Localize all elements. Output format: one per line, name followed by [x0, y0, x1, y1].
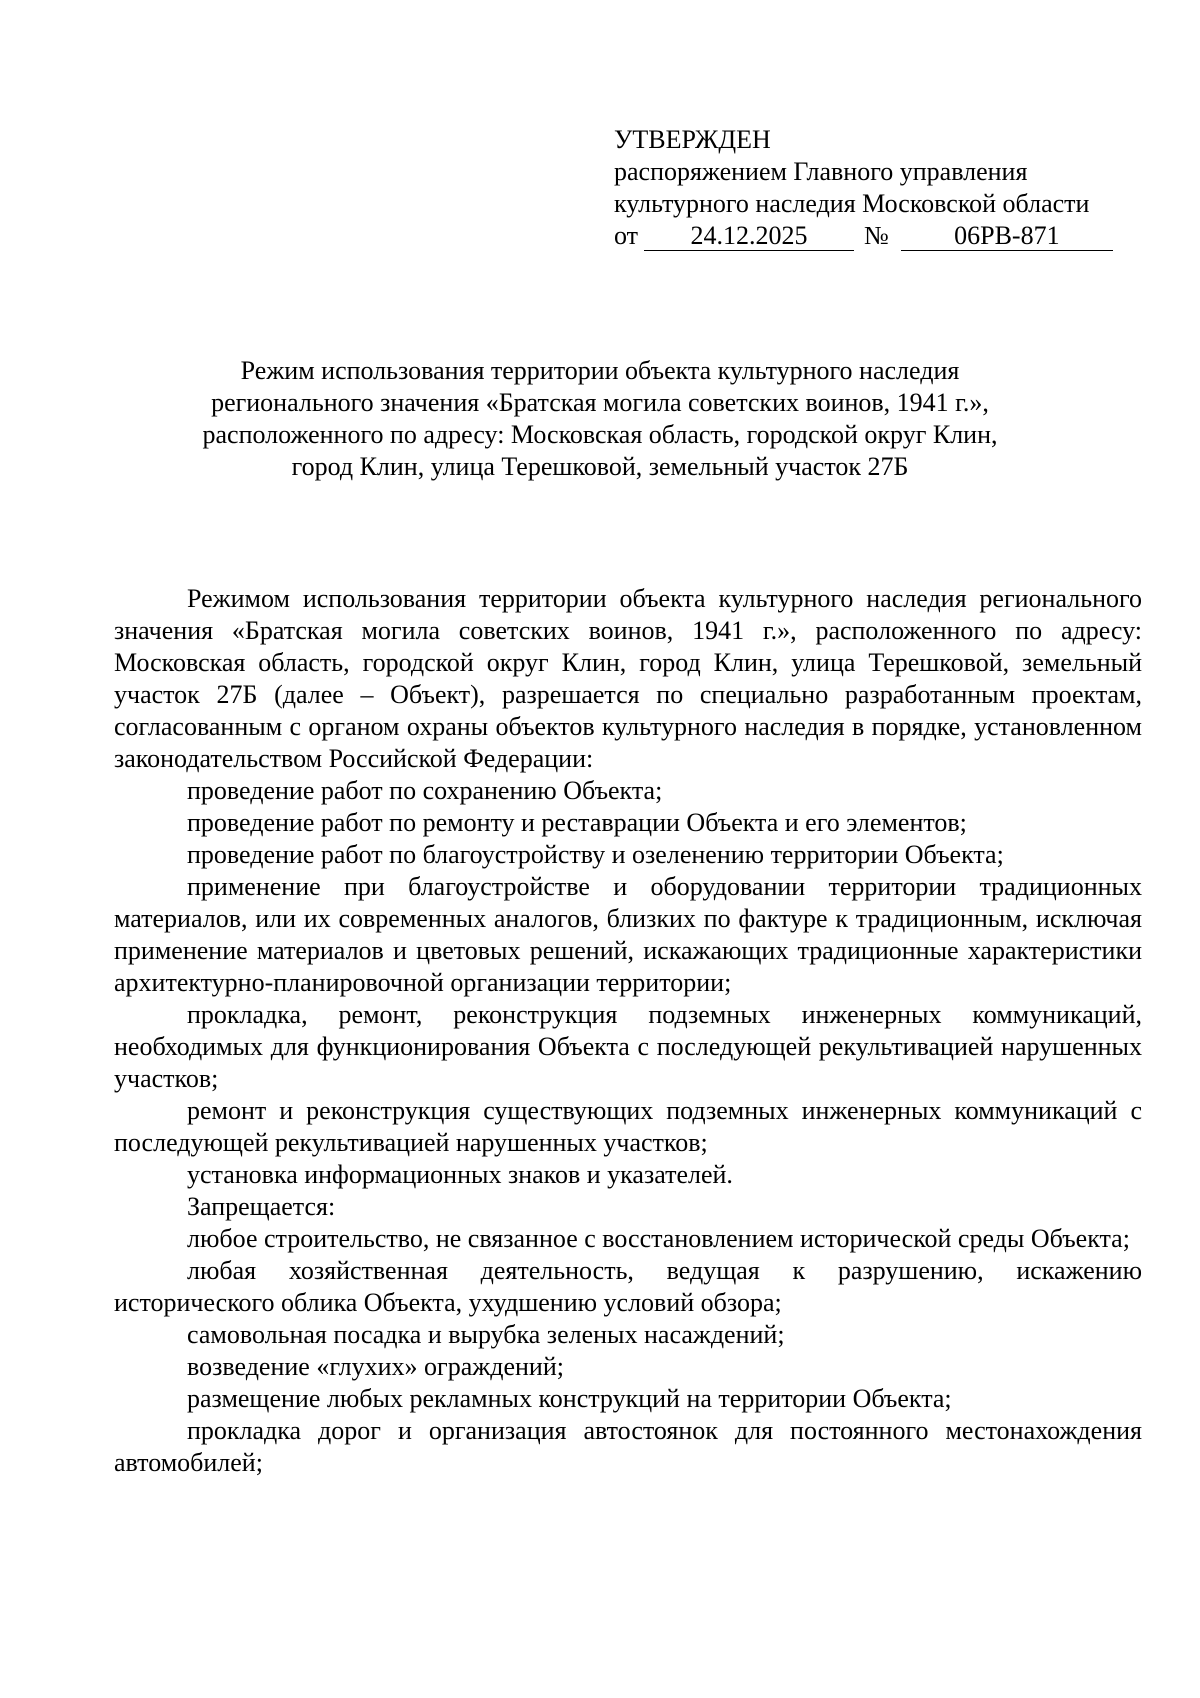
- title-line-1: Режим использования территории объекта культурного наследия: [240, 356, 960, 385]
- list-item: установка информационных знаков и указателей.: [187, 1160, 733, 1189]
- approval-line-2: культурного наследия Московской области: [614, 189, 1090, 218]
- list-item: проведение работ по сохранению Объекта;: [187, 776, 663, 805]
- list-item: самовольная посадка и вырубка зеленых насаждений;: [187, 1320, 785, 1349]
- title-line-3: расположенного по адресу: Московская область, городской округ Клин,: [202, 420, 998, 449]
- paragraph-intro: Режимом использования территории объекта культурного наследия регионального значения «Братская могила советских воинов, 1941 г.», расположенного по адресу: Московская область, городской округ Клин, город Клин, улица Терешковой, земельный участок 27Б (далее – Объект), разрешается по специально разработанным проектам, согласованным с органом охраны объектов культурного наследия в порядке, установленном законодательством Российской Федерации:: [114, 584, 1142, 773]
- list-item: применение при благоустройстве и оборудовании территории традиционных материалов, или их современных аналогов, близких по фактуре к традиционным, исключая применение материалов и цветовых решений, искажающих традиционные характеристики архитектурно-планировочной организации территории;: [114, 872, 1142, 997]
- list-item: любое строительство, не связанное с восстановлением исторической среды Объекта;: [187, 1224, 1130, 1253]
- list-item: возведение «глухих» ограждений;: [187, 1352, 564, 1381]
- approval-line-1: распоряжением Главного управления: [614, 157, 1028, 186]
- document-body: [114, 583, 1142, 1479]
- list-item: любая хозяйственная деятельность, ведущая к разрушению, искажению исторического облика Объекта, ухудшению условий обзора;: [114, 1256, 1142, 1317]
- approval-block: [614, 124, 1174, 252]
- title-line-2: регионального значения «Братская могила советских воинов, 1941 г.»,: [211, 388, 989, 417]
- prohibited-heading: Запрещается:: [187, 1192, 336, 1221]
- date-prefix: от: [614, 221, 639, 250]
- list-item: прокладка дорог и организация автостоянок для постоянного местонахождения автомобилей;: [114, 1416, 1142, 1477]
- list-item: ремонт и реконструкция существующих подземных инженерных коммуникаций с последующей рекультивацией нарушенных участков;: [114, 1096, 1142, 1157]
- title-line-4: город Клин, улица Терешковой, земельный участок 27Б: [291, 452, 909, 481]
- list-item: проведение работ по благоустройству и озеленению территории Объекта;: [187, 840, 1004, 869]
- list-item: размещение любых рекламных конструкций на территории Объекта;: [187, 1384, 952, 1413]
- list-item: проведение работ по ремонту и реставрации Объекта и его элементов;: [187, 808, 967, 837]
- approval-heading: УТВЕРЖДЕН: [614, 125, 771, 154]
- document-title: [120, 355, 1080, 483]
- approval-date: 24.12.2025: [644, 222, 854, 251]
- list-item: прокладка, ремонт, реконструкция подземных инженерных коммуникаций, необходимых для функционирования Объекта с последующей рекультивацией нарушенных участков;: [114, 1000, 1142, 1093]
- number-sign: №: [864, 221, 889, 250]
- approval-number: 06РВ-871: [901, 222, 1113, 251]
- approval-date-row: [614, 220, 1174, 252]
